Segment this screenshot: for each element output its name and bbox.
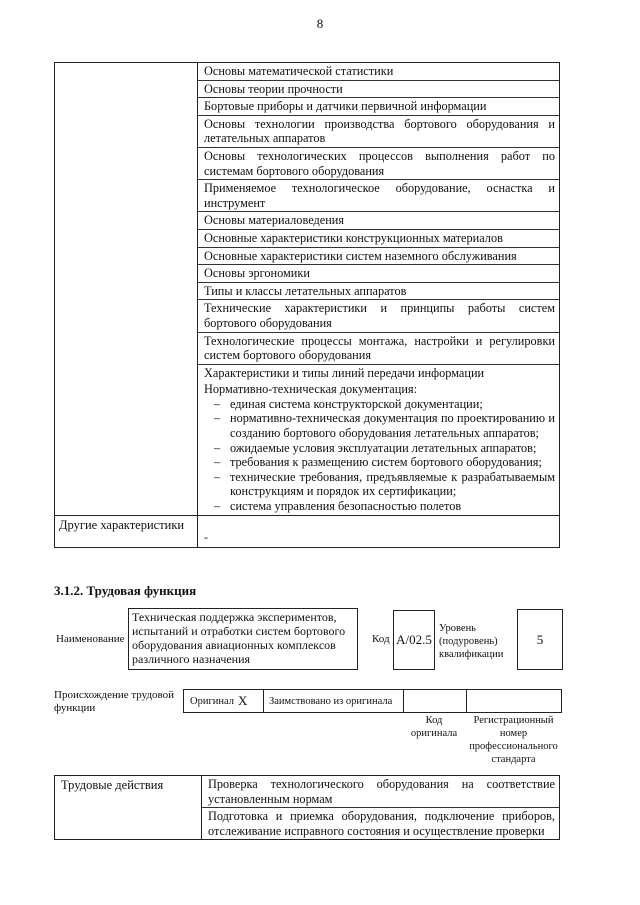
origin-code-cell	[404, 690, 467, 712]
origin-box	[183, 689, 562, 713]
actions-items-cell	[202, 776, 560, 840]
normative-list-item: – ожидаемые условия эксплуатации летательных аппаратов;	[204, 441, 555, 456]
original-cell	[184, 690, 264, 712]
knowledge-item: Основы эргономики	[198, 265, 559, 283]
knowledge-item: Технологические процессы монтажа, настройки и регулировки систем бортового оборудования	[198, 333, 559, 365]
normative-list-item: – нормативно-техническая документация по проектированию и созданию бортового оборудования летательных аппаратов;	[204, 411, 555, 440]
normative-heading: Нормативно-техническая документация:	[204, 382, 418, 397]
knowledge-item: Характеристики и типы линий передачи информации	[204, 365, 485, 380]
knowledge-item: Основы математической статистики	[198, 63, 559, 81]
name-label: Наименование	[56, 633, 125, 645]
action-item: Проверка технологического оборудования на соответствие установленным нормам	[202, 776, 559, 808]
knowledge-item: Основные характеристики систем наземного обслуживания	[198, 248, 559, 266]
actions-label: Трудовые действия	[55, 776, 202, 840]
knowledge-item: Технические характеристики и принципы работы систем бортового оборудования	[198, 300, 559, 332]
knowledge-item: Основы теории прочности	[198, 81, 559, 99]
section-title: 3.1.2. Трудовая функция	[54, 583, 197, 598]
normative-item	[198, 381, 559, 514]
origin-label: Происхождение трудовой функции	[54, 689, 175, 714]
normative-list-item: – технические требования, предъявляемые к разрабатываемым конструкциям и порядок их сертификации;	[204, 470, 555, 499]
name-value: Техническая поддержка экспериментов, испытаний и отработки систем бортового оборудования авиационных комплексов различного назначения	[132, 610, 346, 666]
original-label: Оригинал	[190, 695, 234, 707]
knowledge-item: Основы технологии производства бортового оборудования и летательных аппаратов	[198, 116, 559, 148]
normative-list	[204, 397, 555, 514]
code-value: A/02.5	[396, 632, 432, 647]
knowledge-item: Основы материаловедения	[198, 212, 559, 230]
origin-code-caption: Код оригинала	[410, 715, 458, 739]
level-label: Уровень (подуровень) квалификации	[439, 623, 504, 660]
name-value-box	[128, 608, 358, 670]
code-label: Код	[372, 633, 390, 645]
normative-list-item: – требования к размещению систем бортового оборудования;	[204, 455, 555, 470]
other-characteristics-value-cell	[198, 515, 560, 547]
normative-list-item: – единая система конструкторской документации;	[204, 397, 555, 412]
page-number: 8	[316, 16, 324, 31]
knowledge-item: Основы технологических процессов выполнения работ по системам бортового оборудования	[198, 148, 559, 180]
actions-table	[54, 775, 560, 840]
other-characteristics-label: Другие характеристики	[55, 515, 198, 547]
action-item: Подготовка и приемка оборудования, подключение приборов, отслеживание исправного состояния и осуществление проверки	[208, 809, 555, 838]
code-value-box	[393, 610, 435, 670]
normative-list-item: – система управления безопасностью полетов	[204, 499, 555, 514]
other-characteristics-value: -	[204, 529, 208, 544]
original-mark: X	[238, 693, 248, 708]
knowledge-item: Применяемое технологическое оборудование, оснастка и инструмент	[198, 180, 559, 212]
knowledge-table	[54, 62, 560, 548]
level-value-box	[517, 609, 563, 670]
knowledge-label-cell	[55, 63, 198, 516]
level-value: 5	[536, 631, 544, 647]
knowledge-item: Основные характеристики конструкционных материалов	[198, 230, 559, 248]
knowledge-item: Бортовые приборы и датчики первичной информации	[198, 98, 559, 116]
knowledge-items-cell	[198, 63, 560, 516]
knowledge-item: Типы и классы летательных аппаратов	[198, 283, 559, 301]
origin-reg-caption: Регистрационный номер профессионального стандарта	[469, 715, 558, 765]
borrowed-cell	[264, 690, 404, 712]
origin-reg-cell	[466, 690, 561, 712]
borrowed-label: Заимствовано из оригинала	[269, 695, 393, 707]
